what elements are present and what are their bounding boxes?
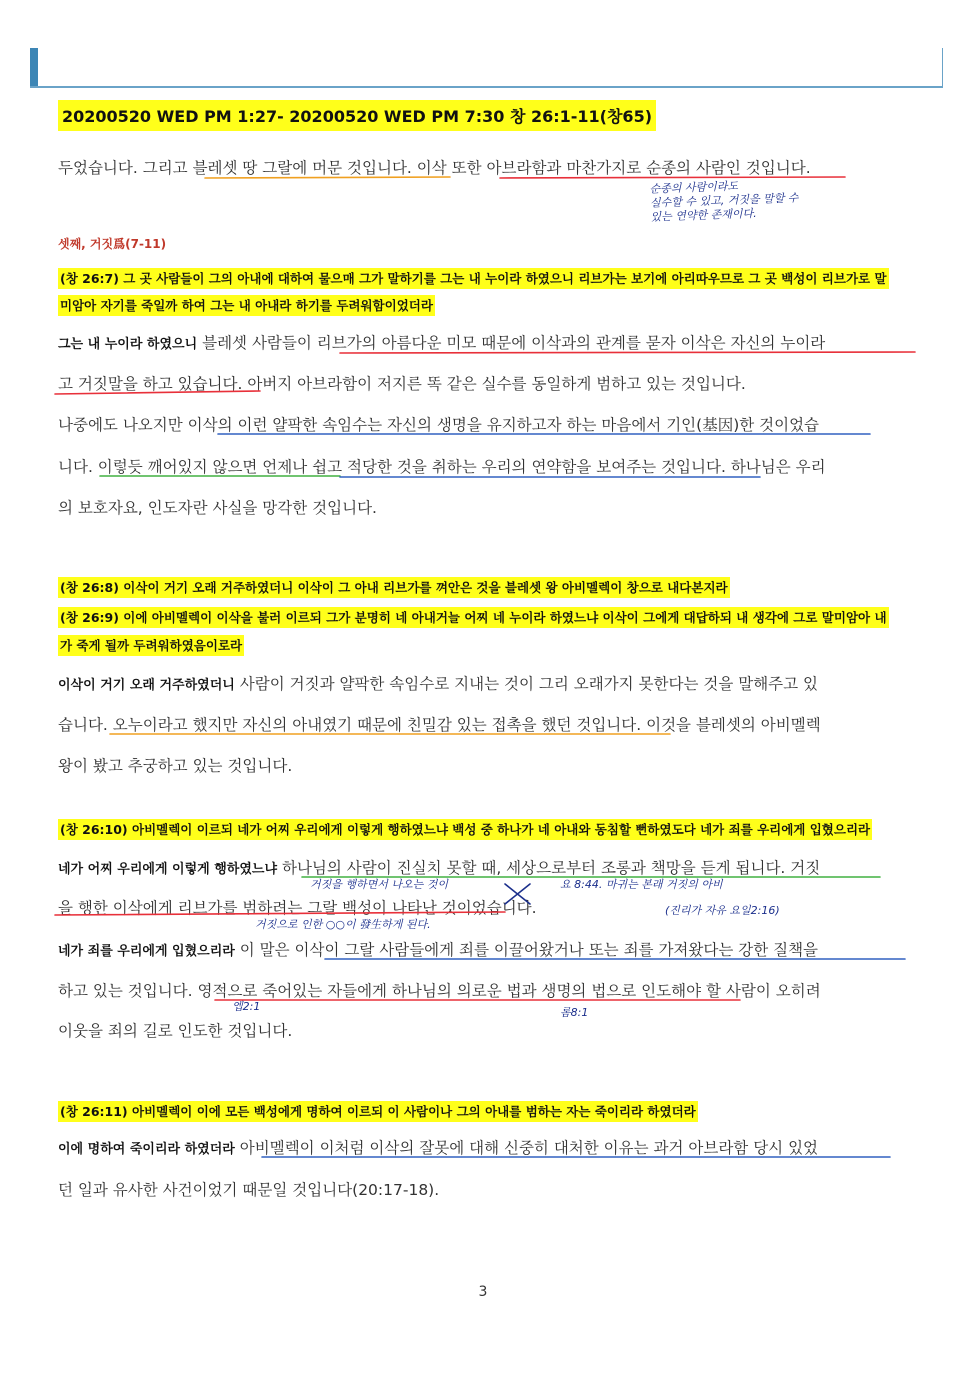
paragraph-line: [58, 858, 820, 880]
note-line: 있는 연약한 존재이다.: [650, 206, 757, 224]
lead-phrase: 네가 어찌 우리에게 이렇게 행하였느냐: [58, 862, 278, 877]
paragraph-text: 이 말은 이삭이 그랄 사람들에게 죄를 이끌어왔거나 또는 죄를 가져왔다는 강한 질책을: [234, 941, 819, 959]
top-rule: [30, 48, 943, 88]
lead-phrase: 이에 명하여 죽이리라 하였더라: [58, 1142, 235, 1157]
verse-text: (창 26:8) 이삭이 거기 오래 거주하였더니 이삭이 그 아내 리브가를 껴안은 것을 블레셋 왕 아비멜렉이 창으로 내다본지라: [58, 577, 730, 598]
top-accent-bar: [30, 48, 38, 86]
paragraph-text: 하나님의 사람이 진실치 못할 때, 세상으로부터 조롱과 책망을 듣게 됩니다. 거짓: [277, 859, 821, 877]
paragraph-text: 블레셋 사람들이 리브가의 아름다운 미모 때문에 이삭과의 관계를 묻자 이삭은 자신의 누이라: [197, 334, 826, 352]
verse-text: 가 죽게 될까 두려워하였음이로라: [58, 635, 244, 656]
paragraph-line: [58, 940, 818, 962]
handwritten-note: 거짓으로 인한 ○○이 發生하게 된다.: [255, 918, 431, 931]
verse-text: (창 26:7) 그 곳 사람들이 그의 아내에 대하여 물으매 그가 말하기를 그는 내 누이라 하였으니 리브가는 보기에 아리따우므로 그 곳 백성이 리브가로 말: [58, 268, 889, 289]
paragraph-line: 두었습니다. 그리고 블레셋 땅 그랄에 머문 것입니다. 이삭 또한 아브라함과 마찬가지로 순종의 사람인 것입니다.: [58, 159, 811, 177]
paragraph-line: 하고 있는 것입니다. 영적으로 죽어있는 자들에게 하나님의 의로운 법과 생명의 법으로 인도해야 할 사람이 오히려: [58, 982, 821, 1000]
handwritten-note: 요 8:44. 마귀는 본래 거짓의 아비: [560, 878, 723, 891]
paragraph-text: 사람이 거짓과 얄팍한 속임수로 지내는 것이 그리 오래가지 못한다는 것을 말해주고 있: [234, 675, 819, 693]
section-heading: 셋째, 거짓爲(7-11): [58, 237, 167, 251]
verse-text: (창 26:10) 아비멜렉이 이르되 네가 어찌 우리에게 이렇게 행하였느냐 백성 중 하나가 네 아내와 동침할 뻔하였도다 네가 죄를 우리에게 입혔으리라: [58, 819, 872, 840]
lead-phrase: 이삭이 거기 오래 거주하였더니: [58, 678, 235, 693]
paragraph-line: 의 보호자요, 인도자란 사실을 망각한 것입니다.: [58, 499, 377, 517]
paragraph-line: 이웃을 죄의 길로 인도한 것입니다.: [58, 1022, 293, 1040]
paragraph-line: 고 거짓말을 하고 있습니다. 아버지 아브라함이 저지른 똑 같은 실수를 동일하게 범하고 있는 것입니다.: [58, 375, 746, 393]
note-line: 순종의 사람이라도: [649, 179, 739, 196]
lead-phrase: 네가 죄를 우리에게 입혔으리라: [58, 944, 235, 959]
handwritten-note: [649, 177, 799, 224]
verse-text: (창 26:9) 이에 아비멜렉이 이삭을 불러 이르되 그가 분명히 네 아내거늘 어찌 네 누이라 하였느냐 이삭이 그에게 대답하되 내 생각에 그로 말미암아 내: [58, 607, 889, 628]
paragraph-line: 니다. 이렇듯 깨어있지 않으면 언제나 쉽고 적당한 것을 취하는 우리의 연약함을 보여주는 것입니다. 하나님은 우리: [58, 458, 826, 476]
paragraph-line: [58, 1138, 818, 1160]
paragraph-text: 아비멜렉이 이처럼 이삭의 잘못에 대해 신중히 대처한 이유는 과거 아브라함 당시 있었: [234, 1139, 819, 1157]
paragraph-line: 왕이 봤고 추궁하고 있는 것입니다.: [58, 757, 293, 775]
paragraph-line: 습니다. 오누이라고 했지만 자신의 아내였기 때문에 친밀감 있는 접촉을 했던 것입니다. 이것을 블레셋의 아비멜렉: [58, 716, 821, 734]
page-number: 3: [478, 1284, 488, 1300]
handwritten-note: 거짓을 행하면서 나오는 것이: [310, 878, 449, 891]
handwritten-note: (진리가 자유 요일2:16): [665, 904, 780, 917]
paragraph-line: 을 행한 이삭에게 리브가를 범하려는 그랄 백성이 나타난 것이었습니다.: [58, 899, 537, 917]
paragraph-line: [58, 674, 818, 696]
document-header: 20200520 WED PM 1:27- 20200520 WED PM 7:30 창 26:1-11(창65): [58, 100, 656, 131]
verse-text: (창 26:11) 아비멜렉이 이에 모든 백성에게 명하여 이르되 이 사람이나 그의 아내를 범하는 자는 죽이리라 하였더라: [58, 1101, 698, 1122]
handwritten-note: 엡2:1: [232, 1000, 261, 1013]
paragraph-line: [58, 333, 825, 355]
verse-text: 미암아 자기를 죽일까 하여 그는 내 아내라 하기를 두려워함이었더라: [58, 295, 435, 316]
paragraph-line: 나중에도 나오지만 이삭의 이런 얄팍한 속임수는 자신의 생명을 유지하고자 하는 마음에서 기인(基因)한 것이었습: [58, 416, 820, 434]
note-line: 실수할 수 있고, 거짓을 말할 수: [649, 191, 799, 210]
handwritten-note: 롬8:1: [560, 1006, 589, 1019]
lead-phrase: 그는 내 누이라 하였으니: [58, 337, 198, 352]
paragraph-line: 던 일과 유사한 사건이었기 때문일 것입니다(20:17-18).: [58, 1181, 440, 1199]
